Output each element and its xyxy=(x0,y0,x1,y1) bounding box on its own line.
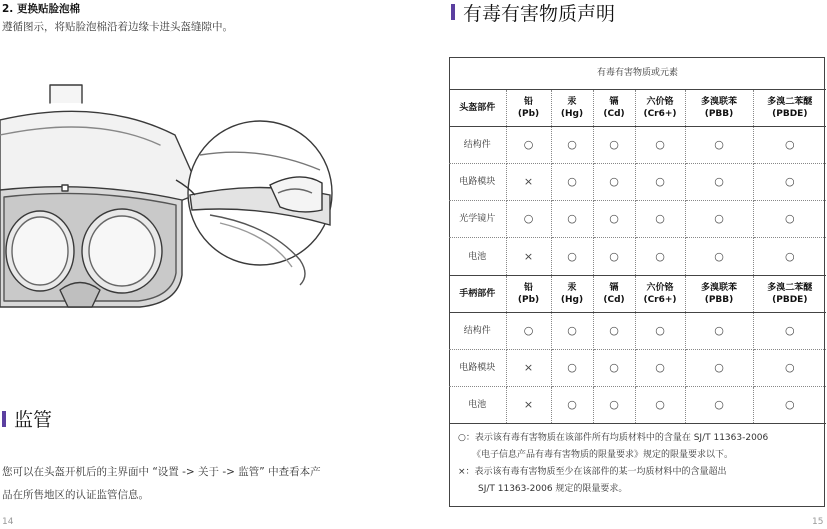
table-cell: × xyxy=(506,238,551,275)
note-circle-line-2: 《电子信息产品有毒有害物质的限量要求》规定的限量要求以下。 xyxy=(472,450,734,460)
row-label: 光学镜片 xyxy=(449,201,506,238)
table-row xyxy=(449,349,826,386)
table-cell: ○ xyxy=(685,127,753,164)
row-label: 电池 xyxy=(449,386,506,423)
note-cross-line-1: ×：表示该有毒有害物质至少在该部件的某一均质材料中的含量超出 xyxy=(458,467,727,477)
table-cell: ○ xyxy=(685,201,753,238)
foam-replacement-illustration xyxy=(0,75,352,315)
table-row xyxy=(449,386,826,423)
group-label: 头盔部件 xyxy=(449,90,506,127)
header-cell: 铅 (Pb) xyxy=(506,90,551,127)
table-cell: ○ xyxy=(753,312,826,349)
table-row xyxy=(449,312,826,349)
table-cell: ○ xyxy=(635,349,685,386)
step-description: 遵循图示，将贴脸泡棉沿着边缘卡进头盔缝隙中。 xyxy=(2,21,233,33)
table-cell: ○ xyxy=(635,164,685,201)
table-cell: ○ xyxy=(753,127,826,164)
header-cell: 汞 (Hg) xyxy=(551,90,593,127)
table-cell: ○ xyxy=(685,312,753,349)
table-cell: ○ xyxy=(551,238,593,275)
header-cell: 镉 (Cd) xyxy=(593,90,635,127)
table-cell: × xyxy=(506,164,551,201)
table-row xyxy=(449,201,826,238)
header-cell: 多溴二苯醚 (PBDE) xyxy=(753,275,826,312)
table-title: 有毒有害物质或元素 xyxy=(449,57,826,90)
header-cell: 多溴二苯醚 (PBDE) xyxy=(753,90,826,127)
note-circle-line-1: ○：表示该有毒有害物质在该部件所有均质材料中的含量在 SJ/T 11363-2006 xyxy=(458,433,769,443)
table-cell: ○ xyxy=(506,312,551,349)
table-cell: ○ xyxy=(685,349,753,386)
table-cell: ○ xyxy=(753,238,826,275)
page-number-right: 15 xyxy=(812,517,824,527)
header-cell: 多溴联苯 (PBB) xyxy=(685,90,753,127)
row-label: 电池 xyxy=(449,238,506,275)
table-cell: ○ xyxy=(635,238,685,275)
note-cross-line-2: SJ/T 11363-2006 规定的限量要求。 xyxy=(478,484,628,494)
row-label: 电路模块 xyxy=(449,164,506,201)
table-notes xyxy=(458,430,818,498)
table-cell: ○ xyxy=(753,349,826,386)
header-cell: 六价铬 (Cr6+) xyxy=(635,275,685,312)
table-cell: ○ xyxy=(506,201,551,238)
table-cell: ○ xyxy=(593,386,635,423)
hazardous-substances-table xyxy=(449,57,826,424)
table-cell: ○ xyxy=(551,349,593,386)
table-cell: ○ xyxy=(635,312,685,349)
table-row xyxy=(449,127,826,164)
header-cell: 铅 (Pb) xyxy=(506,275,551,312)
table-cell: ○ xyxy=(551,127,593,164)
row-label: 结构件 xyxy=(449,312,506,349)
table-row xyxy=(449,238,826,275)
table-cell: ○ xyxy=(685,164,753,201)
row-label: 结构件 xyxy=(449,127,506,164)
table-row xyxy=(449,164,826,201)
table-cell: ○ xyxy=(593,349,635,386)
table-cell: ○ xyxy=(635,201,685,238)
table-cell: ○ xyxy=(593,312,635,349)
table-cell: × xyxy=(506,386,551,423)
table-cell: ○ xyxy=(753,386,826,423)
header-cell: 多溴联苯 (PBB) xyxy=(685,275,753,312)
table-cell: ○ xyxy=(551,386,593,423)
row-label: 电路模块 xyxy=(449,349,506,386)
table-cell: ○ xyxy=(551,164,593,201)
table-cell: ○ xyxy=(593,127,635,164)
table-cell: ○ xyxy=(753,201,826,238)
table-cell: ○ xyxy=(551,312,593,349)
header-cell: 六价铬 (Cr6+) xyxy=(635,90,685,127)
header-cell: 镉 (Cd) xyxy=(593,275,635,312)
table-cell: ○ xyxy=(551,201,593,238)
regulatory-section-title: 监管 xyxy=(14,409,53,431)
section-marker xyxy=(451,4,455,20)
group-label: 手柄部件 xyxy=(449,275,506,312)
table-cell: ○ xyxy=(753,164,826,201)
table-header-row xyxy=(449,275,826,312)
table-cell: ○ xyxy=(593,164,635,201)
regulatory-text-line-2: 品在所售地区的认证监管信息。 xyxy=(2,489,149,501)
regulatory-text-line-1: 您可以在头盔开机后的主界面中 “设置 -> 关于 -> 监管” 中查看本产 xyxy=(2,466,321,478)
table-cell: × xyxy=(506,349,551,386)
hazardous-substances-title: 有毒有害物质声明 xyxy=(463,3,616,25)
table-cell: ○ xyxy=(506,127,551,164)
table-cell: ○ xyxy=(685,238,753,275)
table-cell: ○ xyxy=(635,127,685,164)
table-cell: ○ xyxy=(635,386,685,423)
page-number-left: 14 xyxy=(2,517,14,527)
section-marker xyxy=(2,411,6,427)
table-cell: ○ xyxy=(593,238,635,275)
table-cell: ○ xyxy=(593,201,635,238)
step-title: 2. 更换贴脸泡棉 xyxy=(2,3,80,15)
header-cell: 汞 (Hg) xyxy=(551,275,593,312)
table-cell: ○ xyxy=(685,386,753,423)
table-header-row xyxy=(449,90,826,127)
